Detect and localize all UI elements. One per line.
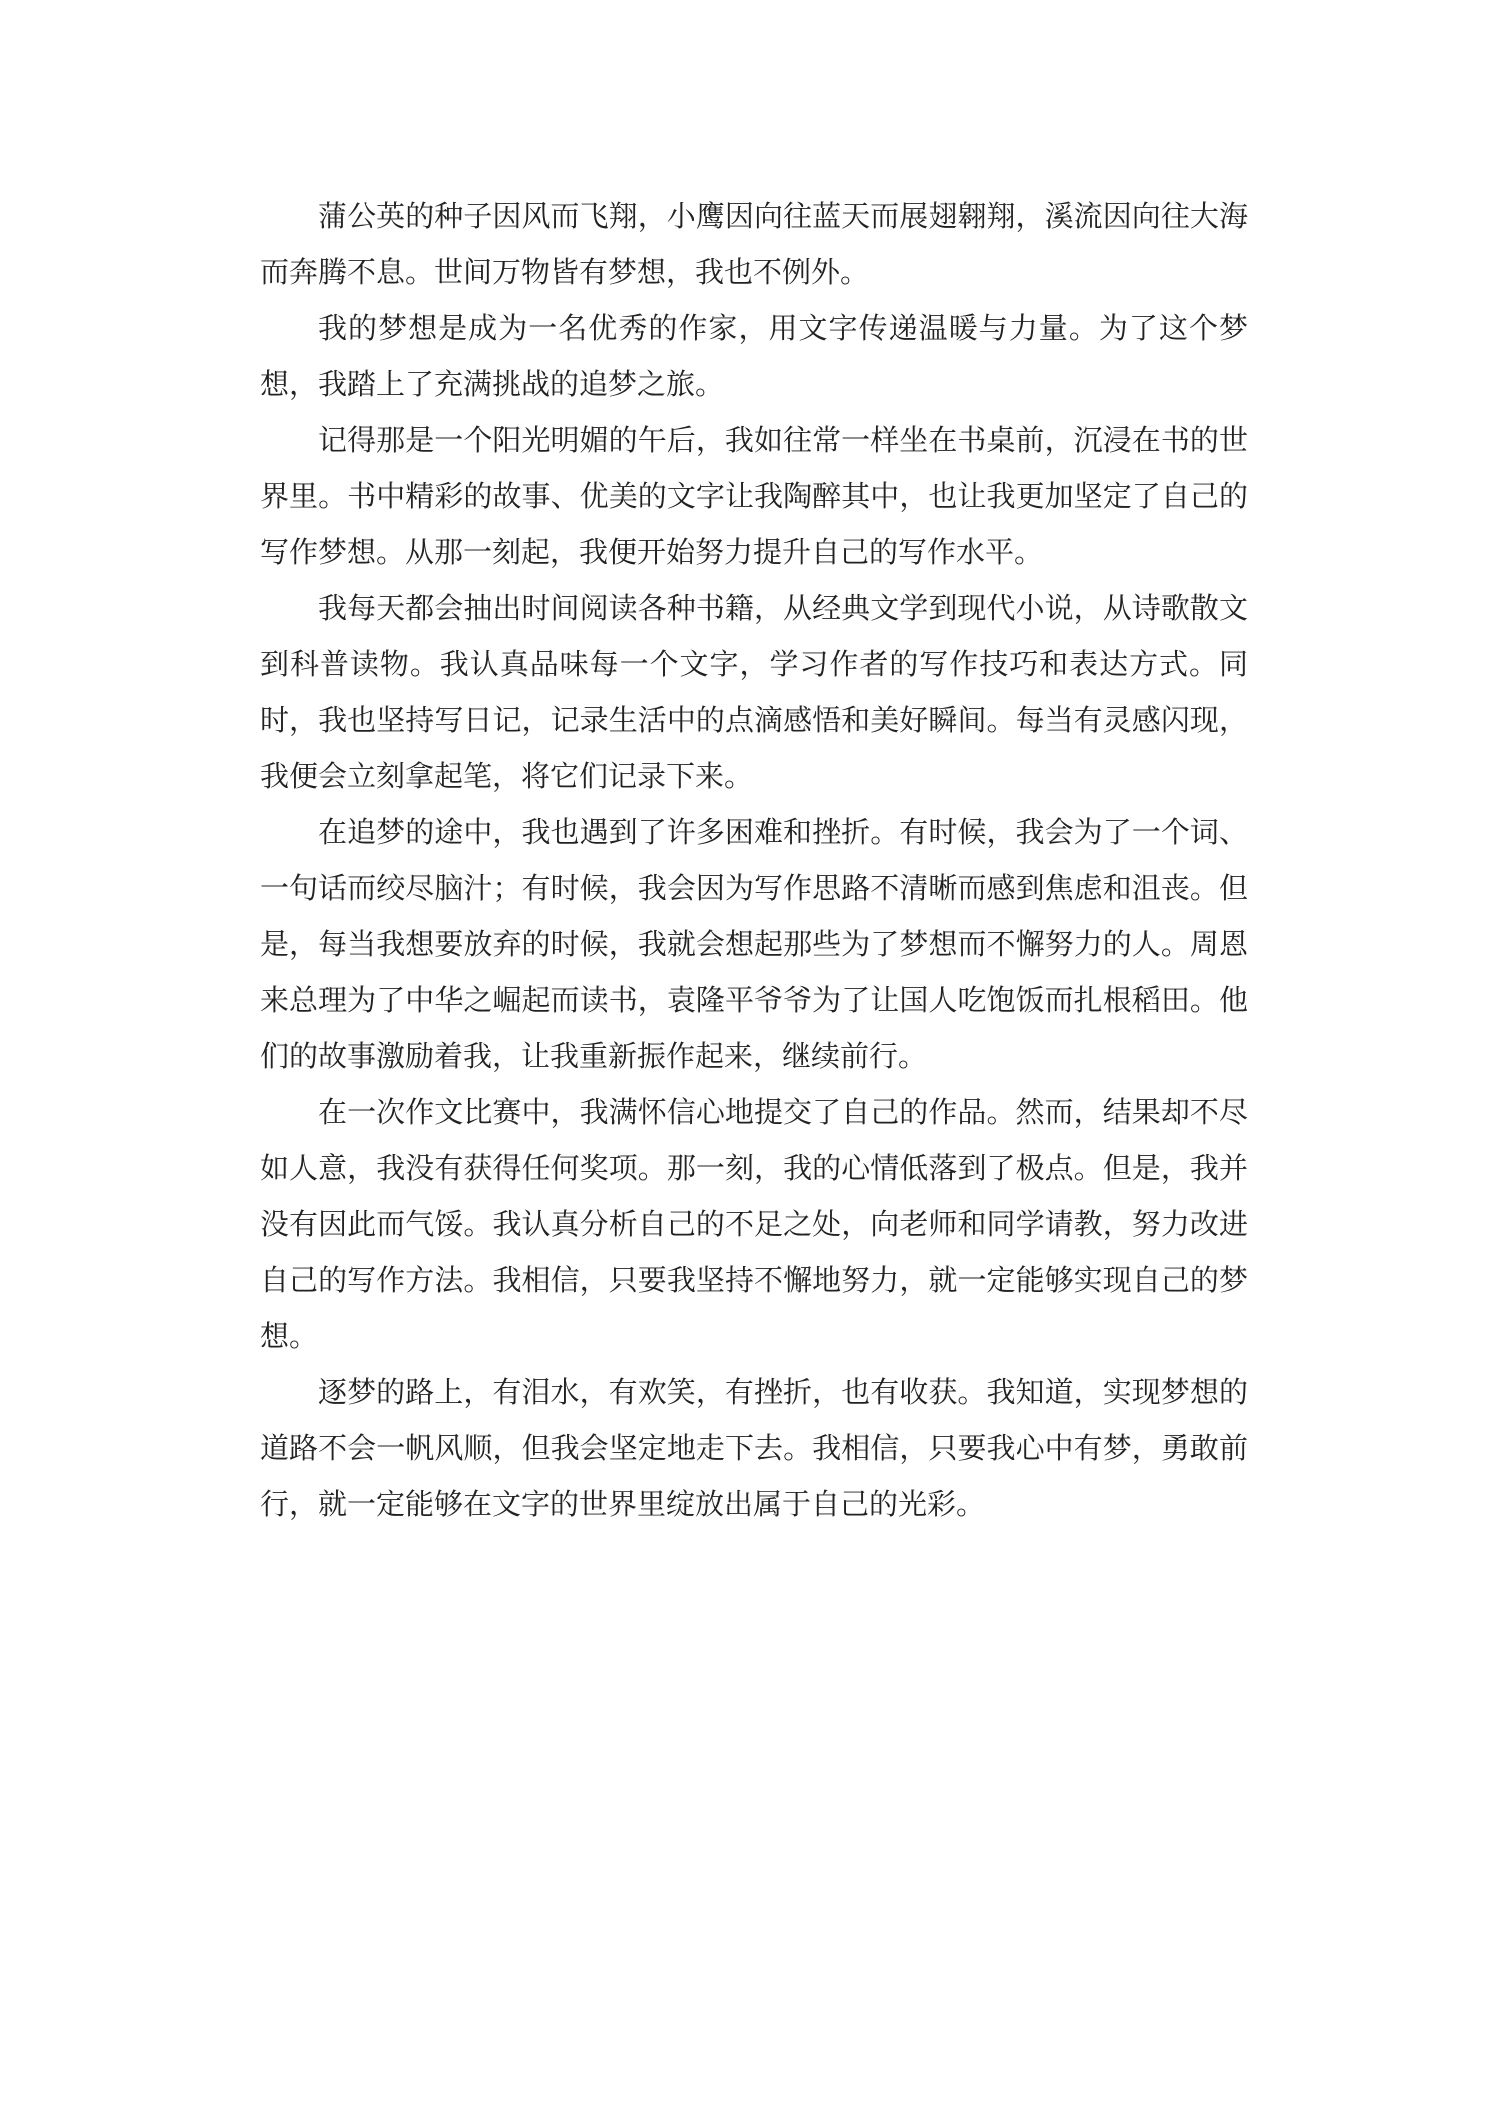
paragraph-1: 蒲公英的种子因风而飞翔，小鹰因向往蓝天而展翅翱翔，溪流因向往大海而奔腾不息。世间万物皆有梦想，我也不例外。 xyxy=(260,199,1248,289)
paragraph-2: 我的梦想是成为一名优秀的作家，用文字传递温暖与力量。为了这个梦想，我踏上了充满挑战的追梦之旅。 xyxy=(260,311,1248,401)
paragraph-7: 逐梦的路上，有泪水，有欢笑，有挫折，也有收获。我知道，实现梦想的道路不会一帆风顺，但我会坚定地走下去。我相信，只要我心中有梦，勇敢前行，就一定能够在文字的世界里绽放出属于自己的光彩。 xyxy=(260,1375,1248,1521)
essay-body xyxy=(260,188,1248,1532)
paragraph-3: 记得那是一个阳光明媚的午后，我如往常一样坐在书桌前，沉浸在书的世界里。书中精彩的故事、优美的文字让我陶醉其中，也让我更加坚定了自己的写作梦想。从那一刻起，我便开始努力提升自己的写作水平。 xyxy=(260,423,1248,569)
paragraph-6: 在一次作文比赛中，我满怀信心地提交了自己的作品。然而，结果却不尽如人意，我没有获得任何奖项。那一刻，我的心情低落到了极点。但是，我并没有因此而气馁。我认真分析自己的不足之处，向老师和同学请教，努力改进自己的写作方法。我相信，只要我坚持不懈地努力，就一定能够实现自己的梦想。 xyxy=(260,1095,1248,1353)
paragraph-5: 在追梦的途中，我也遇到了许多困难和挫折。有时候，我会为了一个词、一句话而绞尽脑汁；有时候，我会因为写作思路不清晰而感到焦虑和沮丧。但是，每当我想要放弃的时候，我就会想起那些为了梦想而不懈努力的人。周恩来总理为了中华之崛起而读书，袁隆平爷爷为了让国人吃饱饭而扎根稻田。他们的故事激励着我，让我重新振作起来，继续前行。 xyxy=(260,815,1248,1073)
paragraph-4: 我每天都会抽出时间阅读各种书籍，从经典文学到现代小说，从诗歌散文到科普读物。我认真品味每一个文字，学习作者的写作技巧和表达方式。同时，我也坚持写日记，记录生活中的点滴感悟和美好瞬间。每当有灵感闪现，我便会立刻拿起笔，将它们记录下来。 xyxy=(260,591,1248,793)
